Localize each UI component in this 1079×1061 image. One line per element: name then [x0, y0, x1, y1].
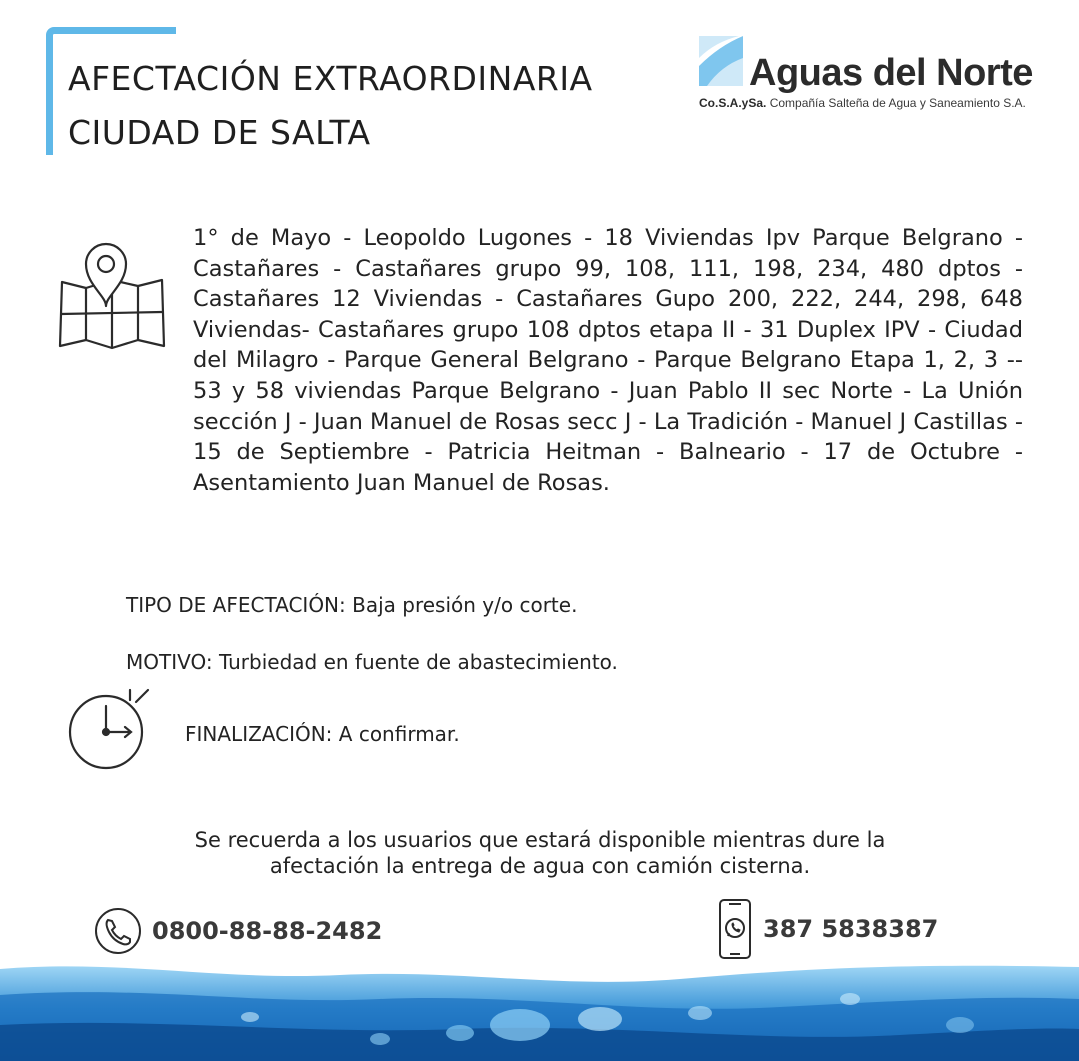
logo-mark-icon — [699, 36, 743, 86]
tipo-afectacion — [126, 593, 577, 617]
map-pin-icon — [56, 236, 168, 352]
reminder-note — [110, 827, 970, 879]
logo-subtitle — [699, 96, 1026, 110]
tipo-label: TIPO DE AFECTACIÓN: — [126, 593, 346, 617]
whatsapp-phone-icon — [717, 898, 753, 960]
phone-number[interactable]: 0800-88-88-2482 — [152, 917, 383, 945]
logo-sub-text: Compañía Salteña de Agua y Saneamiento S.A. — [769, 96, 1026, 110]
whatsapp-contact[interactable] — [717, 898, 938, 960]
motivo-label: MOTIVO: — [126, 650, 213, 674]
water-waves-decoration — [0, 955, 1079, 1061]
company-logo — [699, 36, 1049, 116]
tipo-value: Baja presión y/o corte. — [352, 593, 578, 617]
title-line-2: CIUDAD DE SALTA — [68, 113, 371, 152]
finalizacion-label: FINALIZACIÓN: — [185, 722, 333, 746]
clock-icon — [66, 684, 156, 774]
page-title — [68, 52, 593, 160]
phone-icon — [94, 906, 144, 956]
whatsapp-number[interactable]: 387 5838387 — [763, 915, 939, 943]
finalizacion-value: A confirmar. — [338, 722, 460, 746]
finalizacion — [185, 722, 460, 746]
title-line-1: AFECTACIÓN EXTRAORDINARIA — [68, 59, 593, 98]
logo-name: Aguas del Norte — [749, 52, 1033, 94]
reminder-line-1: Se recuerda a los usuarios que estará disponible mientras dure la — [194, 828, 886, 852]
motivo-value: Turbiedad en fuente de abastecimiento. — [218, 650, 618, 674]
reminder-line-2: afectación la entrega de agua con camión cisterna. — [269, 854, 811, 878]
logo-sub-bold: Co.S.A.ySa. — [699, 96, 767, 110]
phone-contact[interactable] — [94, 906, 382, 956]
affected-areas-text: 1° de Mayo - Leopoldo Lugones - 18 Viviendas Ipv Parque Belgrano - Castañares - Castañares grupo 99, 108, 111, 198, 234, 480 dptos - Castañares 12 Viviendas - Castañares Gupo 200, 222, 244, 298, 648 Viviendas- Castañares grupo 108 dptos etapa II - 31 Duplex IPV - Ciudad del Milagro - Parque General Belgrano - Parque Belgrano Etapa 1, 2, 3 -- 53 y 58 viviendas Parque Belgrano - Juan Pablo II sec Norte - La Unión sección J - Juan Manuel de Rosas secc J - La Tradición - Manuel J Castillas - 15 de Septiembre - Patricia Heitman - Balneario - 17 de Octubre - Asentamiento Juan Manuel de Rosas. — [193, 225, 1023, 496]
motivo — [126, 650, 618, 674]
